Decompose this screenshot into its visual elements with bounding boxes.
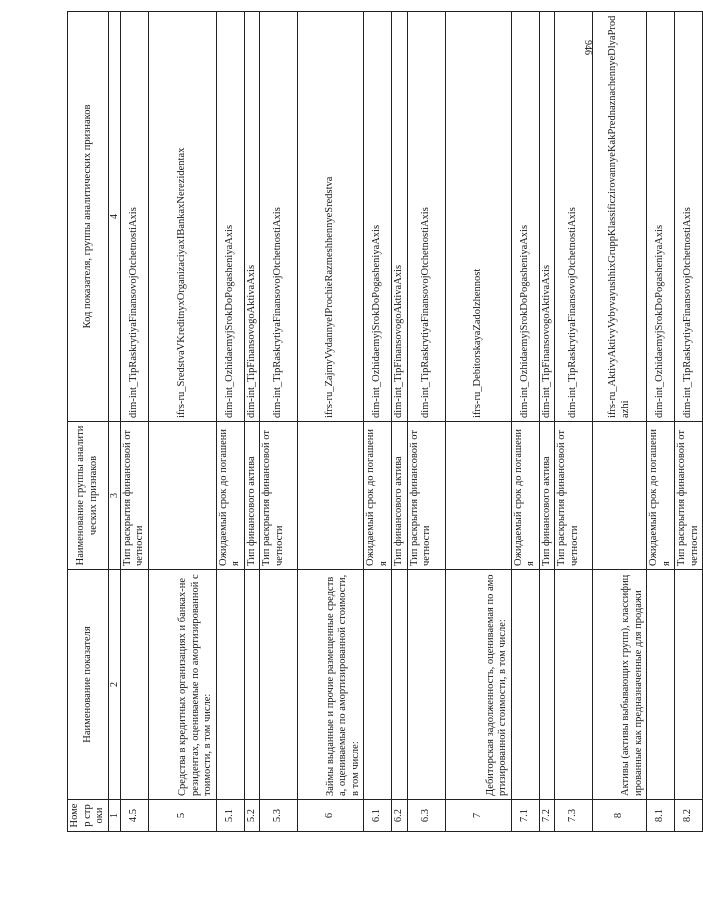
- table-row: [407, 12, 445, 832]
- header-row-number: Номер строки: [68, 800, 109, 832]
- group-name-cell: Тип раскрытия финансовой отчетности: [407, 422, 445, 570]
- table-row: [148, 12, 216, 832]
- indicator-name-cell: Средства в кредитных организациях и банках-нерезидентах, оцениваемые по амортизированной стоимости, в том числе:: [148, 570, 216, 800]
- table-row: [445, 12, 511, 832]
- row-number-cell: 6.2: [392, 800, 408, 832]
- indicator-name-cell: Дебиторская задолженность, оцениваемая по амортизированной стоимости, в том числе:: [445, 570, 511, 800]
- row-number-cell: 6.1: [364, 800, 392, 832]
- indicator-code-cell: dim-int_OzhidaemyjSrokDoPogasheniyaAxis: [216, 12, 244, 422]
- indicator-name-cell: [675, 570, 703, 800]
- indicator-code-cell: dim-int_TipRaskrytiyaFinansovojOtchetnostiAxis: [407, 12, 445, 422]
- header-indicator-name: Наименование показателя: [68, 570, 109, 800]
- group-name-cell: Ожидаемый срок до погашения: [511, 422, 539, 570]
- group-name-cell: Тип финансового актива: [539, 422, 555, 570]
- row-number-cell: 5.3: [260, 800, 298, 832]
- table-row: [555, 12, 593, 832]
- row-number-cell: 8.2: [675, 800, 703, 832]
- row-number-cell: 8: [593, 800, 647, 832]
- indicator-code-cell: dim-int_OzhidaemyjSrokDoPogasheniyaAxis: [647, 12, 675, 422]
- row-number-cell: 5.2: [244, 800, 260, 832]
- indicator-name-cell: Займы выданные и прочие размещенные средства, оцениваемые по амортизированной стоимости, в том числе:: [298, 570, 364, 800]
- column-number: 1: [108, 800, 120, 832]
- row-number-cell: 4.5: [120, 800, 148, 832]
- indicator-name-cell: [216, 570, 244, 800]
- row-number-cell: 7.1: [511, 800, 539, 832]
- indicator-code-cell: ifrs-ru_DebitorskayaZadolzhennost: [445, 12, 511, 422]
- indicator-name-cell: [244, 570, 260, 800]
- row-number-cell: 7.2: [539, 800, 555, 832]
- table-row: [260, 12, 298, 832]
- table-row: [216, 12, 244, 832]
- group-name-cell: Ожидаемый срок до погашения: [216, 422, 244, 570]
- indicator-code-cell: dim-int_TipFinansovogoAktivaAxis: [244, 12, 260, 422]
- row-number-cell: 7: [445, 800, 511, 832]
- group-name-cell: Тип раскрытия финансовой отчетности: [260, 422, 298, 570]
- table-row: [364, 12, 392, 832]
- column-number: 2: [108, 570, 120, 800]
- column-number: 3: [108, 422, 120, 570]
- indicator-name-cell: [392, 570, 408, 800]
- group-name-cell: Тип раскрытия финансовой отчетности: [555, 422, 593, 570]
- group-name-cell: Тип раскрытия финансовой отчетности: [120, 422, 148, 570]
- row-number-cell: 5: [148, 800, 216, 832]
- indicator-code-cell: dim-int_TipRaskrytiyaFinansovojOtchetnostiAxis: [555, 12, 593, 422]
- table-row: [675, 12, 703, 832]
- group-name-cell: Тип финансового актива: [392, 422, 408, 570]
- table-header-row: [68, 12, 109, 832]
- header-group-name: Наименование группы аналитических признаков: [68, 422, 109, 570]
- indicator-table: [67, 11, 703, 832]
- row-number-cell: 7.3: [555, 800, 593, 832]
- indicator-code-cell: dim-int_OzhidaemyjSrokDoPogasheniyaAxis: [364, 12, 392, 422]
- indicator-name-cell: [511, 570, 539, 800]
- indicator-code-cell: dim-int_OzhidaemyjSrokDoPogasheniyaAxis: [511, 12, 539, 422]
- indicator-code-cell: dim-int_TipRaskrytiyaFinansovojOtchetnostiAxis: [260, 12, 298, 422]
- column-number: 4: [108, 12, 120, 422]
- table-row: [392, 12, 408, 832]
- group-name-cell: [593, 422, 647, 570]
- indicator-code-cell: ifrs-ru_SredstvaVKreditnyxOrganizaciyaxIBankaxNerezidentax: [148, 12, 216, 422]
- table-row: [647, 12, 675, 832]
- indicator-name-cell: [260, 570, 298, 800]
- table-row: [593, 12, 647, 832]
- indicator-code-cell: ifrs-ru_ZajmyVydannyeIProchieRazmeshhennyeSredstva: [298, 12, 364, 422]
- group-name-cell: Тип финансового актива: [244, 422, 260, 570]
- row-number-cell: 6: [298, 800, 364, 832]
- page-number: 946: [582, 40, 593, 55]
- header-code: Код показателя, группы аналитических признаков: [68, 12, 109, 422]
- row-number-cell: 6.3: [407, 800, 445, 832]
- indicator-name-cell: [555, 570, 593, 800]
- row-number-cell: 5.1: [216, 800, 244, 832]
- group-name-cell: [298, 422, 364, 570]
- indicator-name-cell: [407, 570, 445, 800]
- indicator-name-cell: Активы (активы выбывающих групп), классифицированные как предназначенные для продажи: [593, 570, 647, 800]
- table-row: [120, 12, 148, 832]
- group-name-cell: [148, 422, 216, 570]
- row-number-cell: 8.1: [647, 800, 675, 832]
- table-row: [298, 12, 364, 832]
- indicator-code-cell: dim-int_TipFinansovogoAktivaAxis: [539, 12, 555, 422]
- indicator-name-cell: [647, 570, 675, 800]
- indicator-code-cell: ifrs-ru_AktivyAktivyVybyvayushhixGruppKlassificzirovannyeKakPrednaznachennyeDlyaProdazhi: [593, 12, 647, 422]
- table-row: [244, 12, 260, 832]
- indicator-code-cell: dim-int_TipRaskrytiyaFinansovojOtchetnostiAxis: [675, 12, 703, 422]
- indicator-name-cell: [120, 570, 148, 800]
- indicator-name-cell: [539, 570, 555, 800]
- table-row: [539, 12, 555, 832]
- indicator-code-cell: dim-int_TipFinansovogoAktivaAxis: [392, 12, 408, 422]
- group-name-cell: Тип раскрытия финансовой отчетности: [675, 422, 703, 570]
- table-body: [120, 12, 703, 832]
- group-name-cell: [445, 422, 511, 570]
- group-name-cell: Ожидаемый срок до погашения: [364, 422, 392, 570]
- indicator-code-cell: dim-int_TipRaskrytiyaFinansovojOtchetnostiAxis: [120, 12, 148, 422]
- indicator-name-cell: [364, 570, 392, 800]
- group-name-cell: Ожидаемый срок до погашения: [647, 422, 675, 570]
- table-row: [511, 12, 539, 832]
- table-column-numbers-row: [108, 12, 120, 832]
